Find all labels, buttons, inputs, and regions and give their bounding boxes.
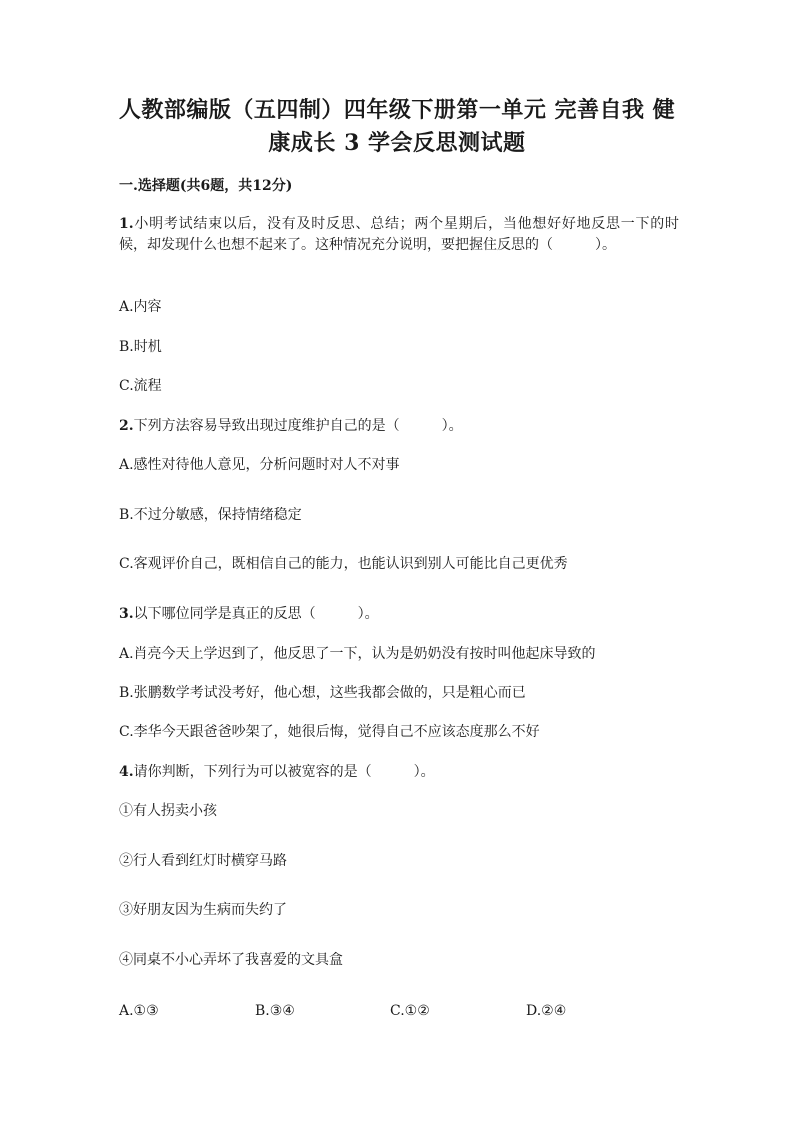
question-2-option-c[interactable]: C.客观评价自己，既相信自己的能力，也能认识到别人可能比自己更优秀 — [119, 556, 568, 572]
question-1-number: 1. — [119, 216, 134, 232]
question-1-stem — [119, 214, 679, 256]
question-3-option-a[interactable]: A.肖亮今天上学迟到了，他反思了一下，认为是奶奶没有按时叫他起床导致的 — [119, 646, 596, 662]
question-2-stem — [119, 416, 463, 436]
question-2-option-a[interactable]: A.感性对待他人意见，分析问题时对人不对事 — [119, 457, 400, 473]
question-4-option-b[interactable]: B.③④ — [255, 1003, 295, 1019]
exam-title: 人教部编版（五四制）四年级下册第一单元 完善自我 健康成长 3 学会反思测试题 — [118, 97, 676, 156]
question-4-option-c[interactable]: C.①② — [390, 1003, 430, 1019]
question-4-option-d[interactable]: D.②④ — [526, 1003, 567, 1019]
question-3-option-c[interactable]: C.李华今天跟爸爸吵架了，她很后悔，觉得自己不应该态度那么不好 — [119, 724, 540, 740]
question-4-option-a[interactable]: A.①③ — [119, 1003, 159, 1019]
question-1-option-b[interactable]: B.时机 — [119, 339, 162, 355]
question-4-item-2: ②行人看到红灯时横穿马路 — [119, 853, 287, 869]
question-2-number: 2. — [119, 418, 134, 434]
question-1-text: 小明考试结束以后，没有及时反思、总结；两个星期后，当他想好好地反思一下的时候，却发现什么也想不起来了。这种情况充分说明，要把握住反思的（ ）。 — [119, 216, 679, 253]
question-4-item-3: ③好朋友因为生病而失约了 — [119, 902, 287, 918]
section-heading: 一.选择题(共6题，共12分) — [119, 178, 293, 194]
question-4-item-1: ①有人拐卖小孩 — [119, 803, 217, 819]
question-4-text: 请你判断，下列行为可以被宽容的是（ ）。 — [133, 764, 435, 780]
question-4-item-4: ④同桌不小心弄坏了我喜爱的文具盒 — [119, 952, 343, 968]
question-3-option-b[interactable]: B.张鹏数学考试没考好，他心想，这些我都会做的，只是粗心而已 — [119, 685, 526, 701]
question-2-option-b[interactable]: B.不过分敏感，保持情绪稳定 — [119, 507, 302, 523]
question-3-text: 以下哪位同学是真正的反思（ ）。 — [133, 606, 379, 622]
question-1-option-a[interactable]: A.内容 — [119, 299, 162, 315]
question-3-number: 3. — [119, 606, 134, 622]
question-4-stem — [119, 762, 435, 782]
question-4-number: 4. — [119, 764, 134, 780]
question-2-text: 下列方法容易导致出现过度维护自己的是（ ）。 — [133, 418, 463, 434]
question-1-option-c[interactable]: C.流程 — [119, 378, 162, 394]
question-3-stem — [119, 604, 379, 624]
